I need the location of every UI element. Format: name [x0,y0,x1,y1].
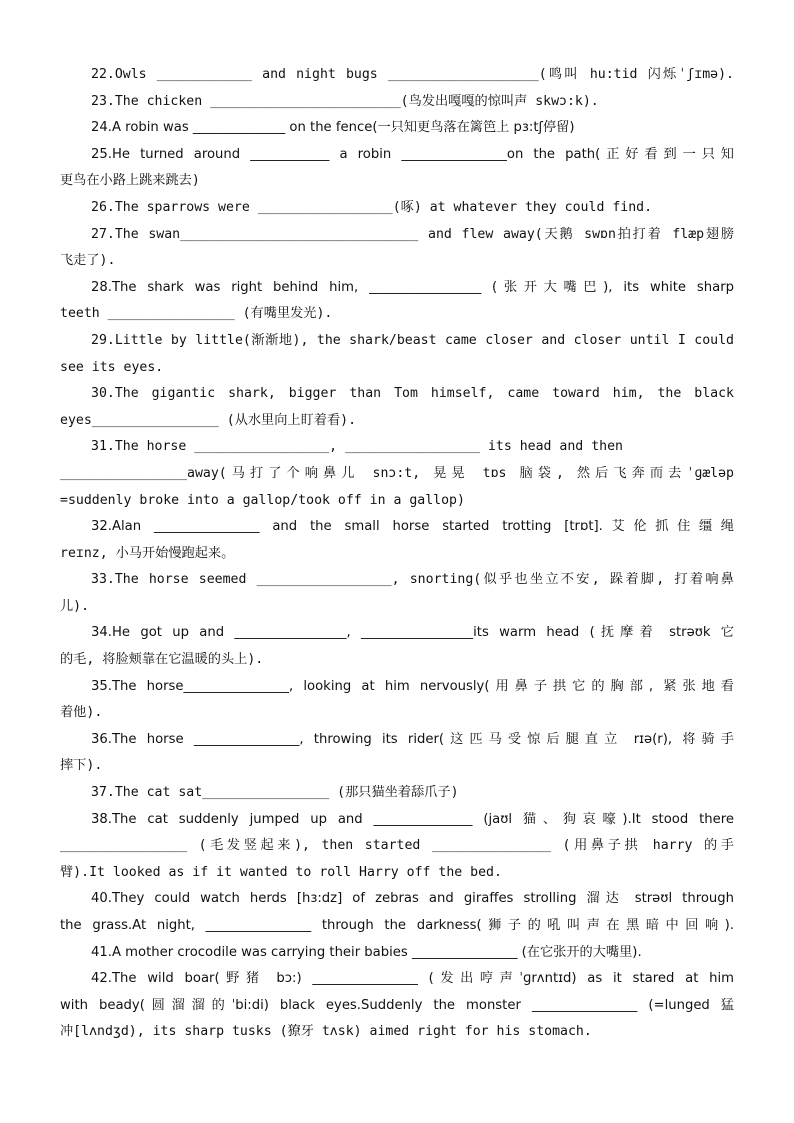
exercise-line-40-cont: the grass.At night, ________________ through the darkness(狮子的吼叫声在黑暗中回响). [60,918,734,933]
exercise-line-42-cont2: 冲[lʌndʒd), its sharp tusks (獠牙 tʌsk) aimed right for his stomach. [60,1024,592,1040]
exercise-line-32: 32.Alan ________________ and the small horse started trotting [trɒt].艾伦抓住缰绳 [91,519,734,535]
exercise-line-28-cont: teeth ________________ (有嘴里发光). [60,306,333,322]
exercise-line-25: 25.He turned around ____________ a robin ________________on the path(正好看到一只知 [91,146,734,162]
exercise-line-31-cont2: =suddenly broke into a gallop/took off in a gallop) [60,492,465,508]
exercise-line-36-cont: 摔下). [60,758,103,774]
exercise-line-38: 38.The cat suddenly jumped up and _______________ (jaʊl 猫、狗哀嚎).It stood there [91,811,734,827]
exercise-line-29: 29.Little by little(渐渐地), the shark/beast came closer and closer until I could [91,332,734,348]
exercise-page [60,62,734,1046]
exercise-line-23: 23.The chicken ________________________(鸟发出嘎嘎的惊叫声 skwɔ:k). [91,93,599,109]
exercise-line-35-cont: 着他). [60,705,103,721]
exercise-line-29-cont: see its eyes. [60,359,164,375]
exercise-line-42: 42.The wild boar(野猪 bɔ:) ________________ (发出哼声ˈɡrʌntɪd) as it stared at him [91,971,734,987]
exercise-line-27: 27.The swan______________________________ and flew away(天鹅 swɒn拍打着 flæp翅膀 [91,226,734,242]
exercise-line-25-cont: 更鸟在小路上跳来跳去) [60,173,200,189]
exercise-line-40: 40.They could watch herds [hɜ:dz] of zebras and giraffes strolling 溜达 strəʊl through [91,891,734,907]
exercise-line-33: 33.The horse seemed _________________, snorting(似乎也坐立不安, 跺着脚, 打着响鼻 [91,572,734,588]
exercise-line-34-cont: 的毛, 将脸颊靠在它温暖的头上). [60,652,264,668]
exercise-line-37: 37.The cat sat________________ (那只猫坐着舔爪子) [91,785,459,801]
exercise-line-30: 30.The gigantic shark, bigger than Tom himself, came toward him, the black [91,386,734,402]
exercise-line-35: 35.The horse________________, looking at him nervously(用鼻子拱它的胸部, 紧张地看 [91,678,734,694]
exercise-line-42-cont: with beady(圆溜溜的ˈbi:di) black eyes.Suddenly the monster ________________ (=lunged 猛 [60,997,734,1013]
exercise-line-32-cont: reɪnz, 小马开始慢跑起来。 [60,545,235,561]
exercise-line-31: 31.The horse _________________, _________________ its head and then [91,439,623,455]
exercise-line-38-cont: ________________ (毛发竖起来), then started _______________ (用鼻子拱 harry 的手 [60,838,734,854]
exercise-line-31-cont: ________________away(马打了个响鼻儿 snɔ:t, 晃晃 tɒs 脑袋, 然后飞奔而去ˈɡæləp [60,465,734,481]
exercise-line-36: 36.The horse ________________, throwing its rider(这匹马受惊后腿直立 rɪə(r), 将骑手 [91,731,734,747]
exercise-line-24: 24.A robin was ______________ on the fence(一只知更鸟落在篱笆上 pɜ:tʃ停留) [91,120,575,136]
exercise-line-27-cont: 飞走了). [60,253,116,269]
exercise-line-38-cont2: 臂).It looked as if it wanted to roll Harry off the bed. [60,864,502,880]
exercise-line-34: 34.He got up and _________________, _________________its warm head (抚摩着 strəʊk 它 [91,625,734,641]
exercise-line-22: 22.Owls ____________ and night bugs ___________________(鸣叫 hu:tid 闪烁ˈʃɪmə). [91,67,734,82]
exercise-line-41: 41.A mother crocodile was carrying their babies ________________ (在它张开的大嘴里). [91,944,642,960]
exercise-line-26: 26.The sparrows were _________________(啄) at whatever they could find. [91,199,653,215]
exercise-line-28: 28.The shark was right behind him, _________________ (张开大嘴巴), its white sharp [91,279,734,295]
exercise-line-30-cont: eyes________________ (从水里向上盯着看). [60,412,357,428]
exercise-line-33-cont: 儿). [60,598,90,614]
